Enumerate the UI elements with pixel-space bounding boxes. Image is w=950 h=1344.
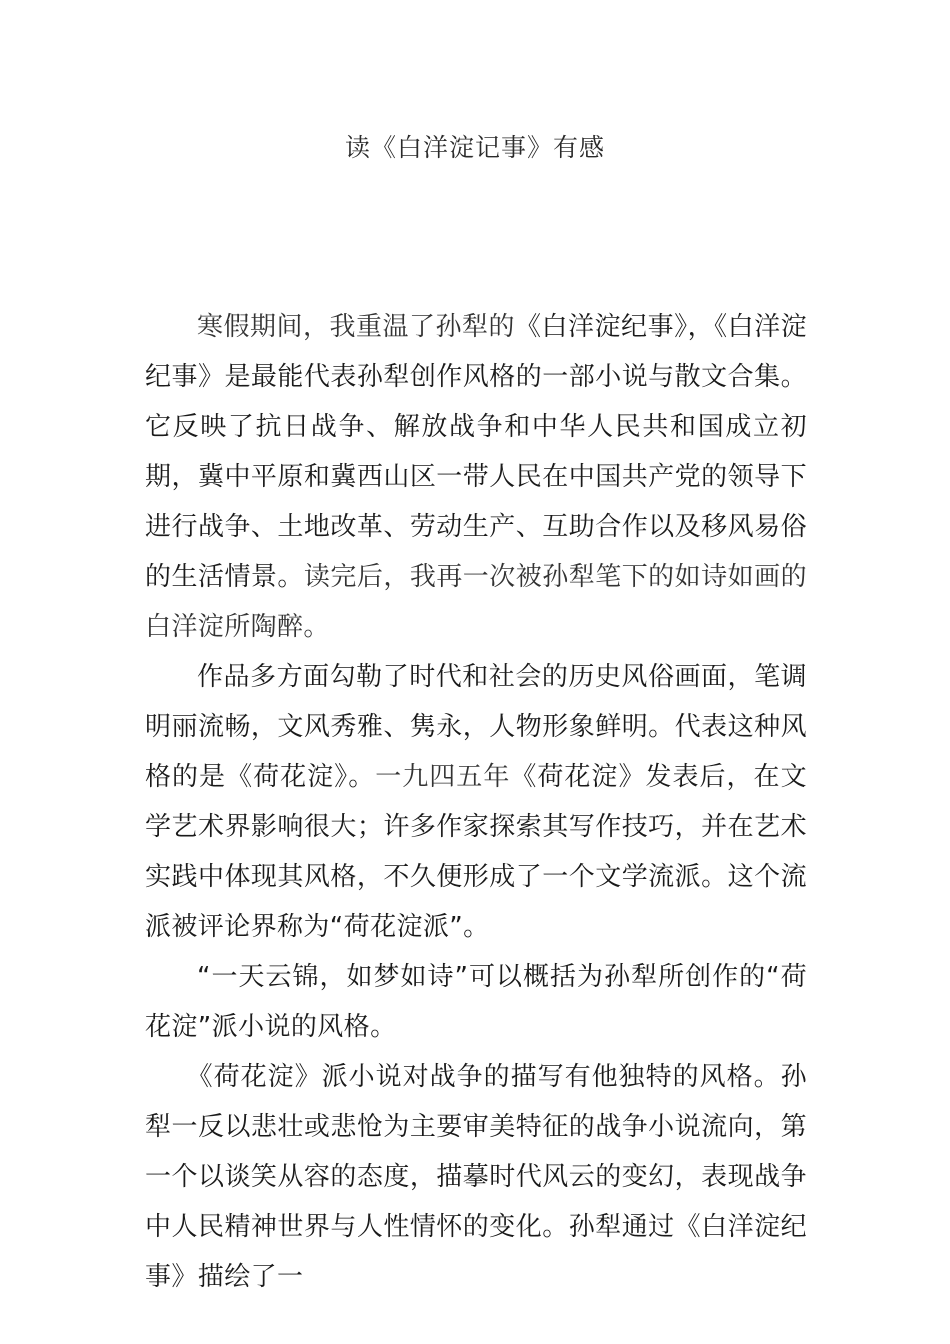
paragraph-1-main: 《白洋淀纪事》，《白洋淀纪事》是最能代表孙犁创作风格的一部小说与散文合集。它反映了抗日战争、解放战争和中华人民共和国成立初期，冀中平原和冀西山区一带人民在中国共产党的领导下进行战争、土地改革、劳动生产、互助合作以及移风易俗的生活情景。 [145,312,807,592]
paragraph-1-lead: 寒假期间，我重温了孙犁的 [197,312,516,342]
paragraph-1 [145,302,807,652]
paragraph-2 [145,652,807,952]
paragraph-2-main: 作品多方面勾勒了时代和社会的历史风俗画面，笔调明丽流畅，文风秀雅、隽永，人物形象鲜明。代表这种风格的是《荷花淀》。 [145,662,807,792]
document-body [145,302,807,1302]
paragraph-4 [145,1052,807,1302]
paragraph-1-tail: 读完后，我再一次被孙犁笔下的如诗如画的白洋淀所陶醉。 [145,562,807,642]
paragraph-2-year: 一九四五年 [375,762,511,792]
paragraph-4-main: 《荷花淀》派小说对战争的描写有他独特的风格。孙犁一反以悲壮或悲怆为主要审美特征的战争小说流向，第一个以谈笑从容的态度，描摹时代风云的变幻，表现战争中人民精神世界与人性情怀的变化。孙犁通过《白洋淀纪事》描绘了一 [145,1062,807,1292]
paragraph-3-main: “一天云锦，如梦如诗”可以概括为孙犁所创作的“荷花淀”派小说的风格。 [145,962,807,1042]
document-title: 读《白洋淀记事》有感 [344,133,605,162]
paragraph-2-tail: 《荷花淀》发表后，在文学艺术界影响很大；许多作家探索其写作技巧，并在艺术实践中体现其风格，不久便形成了一个文学流派。这个流派被评论界称为“荷花淀派”。 [145,762,807,942]
paragraph-3 [145,952,807,1052]
